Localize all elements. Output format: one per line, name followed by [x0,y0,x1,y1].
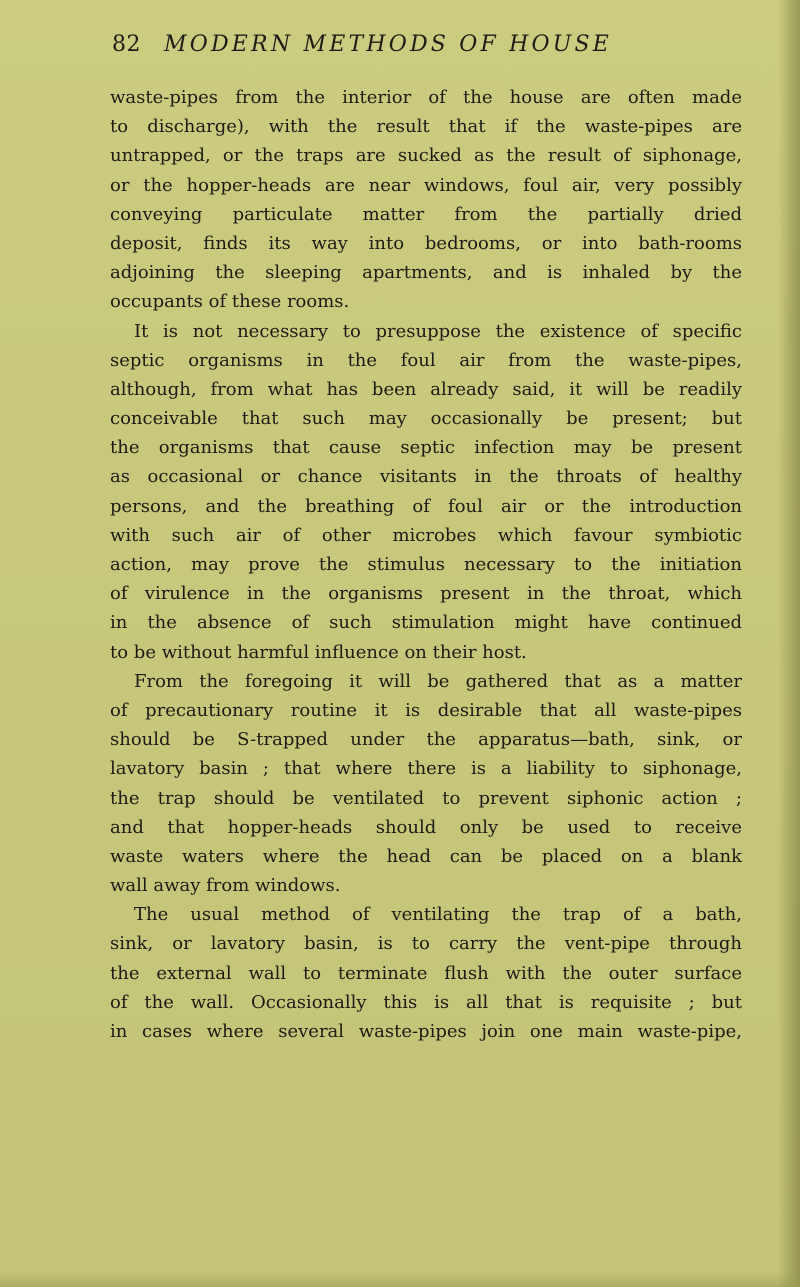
text-line: waste waters where the head can be placed on a blank [110,845,742,867]
text-line: of precautionary routine it is desirable that all waste-pipes [110,699,742,721]
text-line: although, from what has been already said, it will be readily [110,378,742,400]
text-line: The usual method of ventilating the trap of a bath, [134,904,742,926]
text-line: untrapped, or the traps are sucked as the result of siphonage, [110,145,742,167]
text-line: septic organisms in the foul air from the waste-pipes, [110,349,742,371]
text-line: deposit, finds its way into bedrooms, or into bath-rooms [110,232,742,254]
text-line: conveying particulate matter from the partially dried [110,203,742,225]
text-line: sink, or lavatory basin, is to carry the vent-pipe through [110,933,742,955]
text-line: or the hopper-heads are near windows, foul air, very possibly [110,174,742,196]
text-line: action, may prove the stimulus necessary to the initiation [110,554,742,575]
text-line: in the absence of such stimulation might have continued [110,612,742,634]
text-line: persons, and the breathing of foul air or the introduction [110,495,742,517]
text-line: lavatory basin ; that where there is a liability to siphonage, [110,758,742,780]
text-line: wall away from windows. [110,875,341,897]
text-line: of the wall. Occasionally this is all that is requisite ; but [110,991,742,1013]
text-line: and that hopper-heads should only be used to receive [110,816,742,838]
text-line: with such air of other microbes which favour symbiotic [110,524,742,546]
text-line: adjoining the sleeping apartments, and is inhaled by the [110,262,742,284]
text-line: in cases where several waste-pipes join one main waste-pipe, [110,1021,742,1042]
text-line: of virulence in the organisms present in the throat, which [110,583,742,605]
page-edge-shadow [778,0,800,1287]
running-head: MODERN METHODS OF HOUSE [164,32,613,57]
text-line: as occasional or chance visitants in the throats of healthy [110,466,742,488]
text-line: to be without harmful influence on their host. [110,641,527,663]
text-line: to discharge), with the result that if the waste-pipes are [110,116,742,138]
body-text [110,83,742,1046]
text-line: should be S-trapped under the apparatus—bath, sink, or [110,729,742,751]
page-header [112,32,672,68]
text-line: the organisms that cause septic infection may be present [110,437,742,459]
text-line: conceivable that such may occasionally be present; but [110,408,742,430]
text-line: the trap should be ventilated to prevent siphonic action ; [110,787,742,809]
text-line: It is not necessary to presuppose the existence of specific [134,320,742,342]
text-line: From the foregoing it will be gathered that as a matter [134,670,742,692]
page-bottom-shadow [0,1273,800,1287]
text-line: the external wall to terminate flush with the outer surface [110,962,742,984]
page-number: 82 [112,32,141,57]
text-line: waste-pipes from the interior of the house are often made [110,87,742,108]
text-line: occupants of these rooms. [110,291,350,313]
